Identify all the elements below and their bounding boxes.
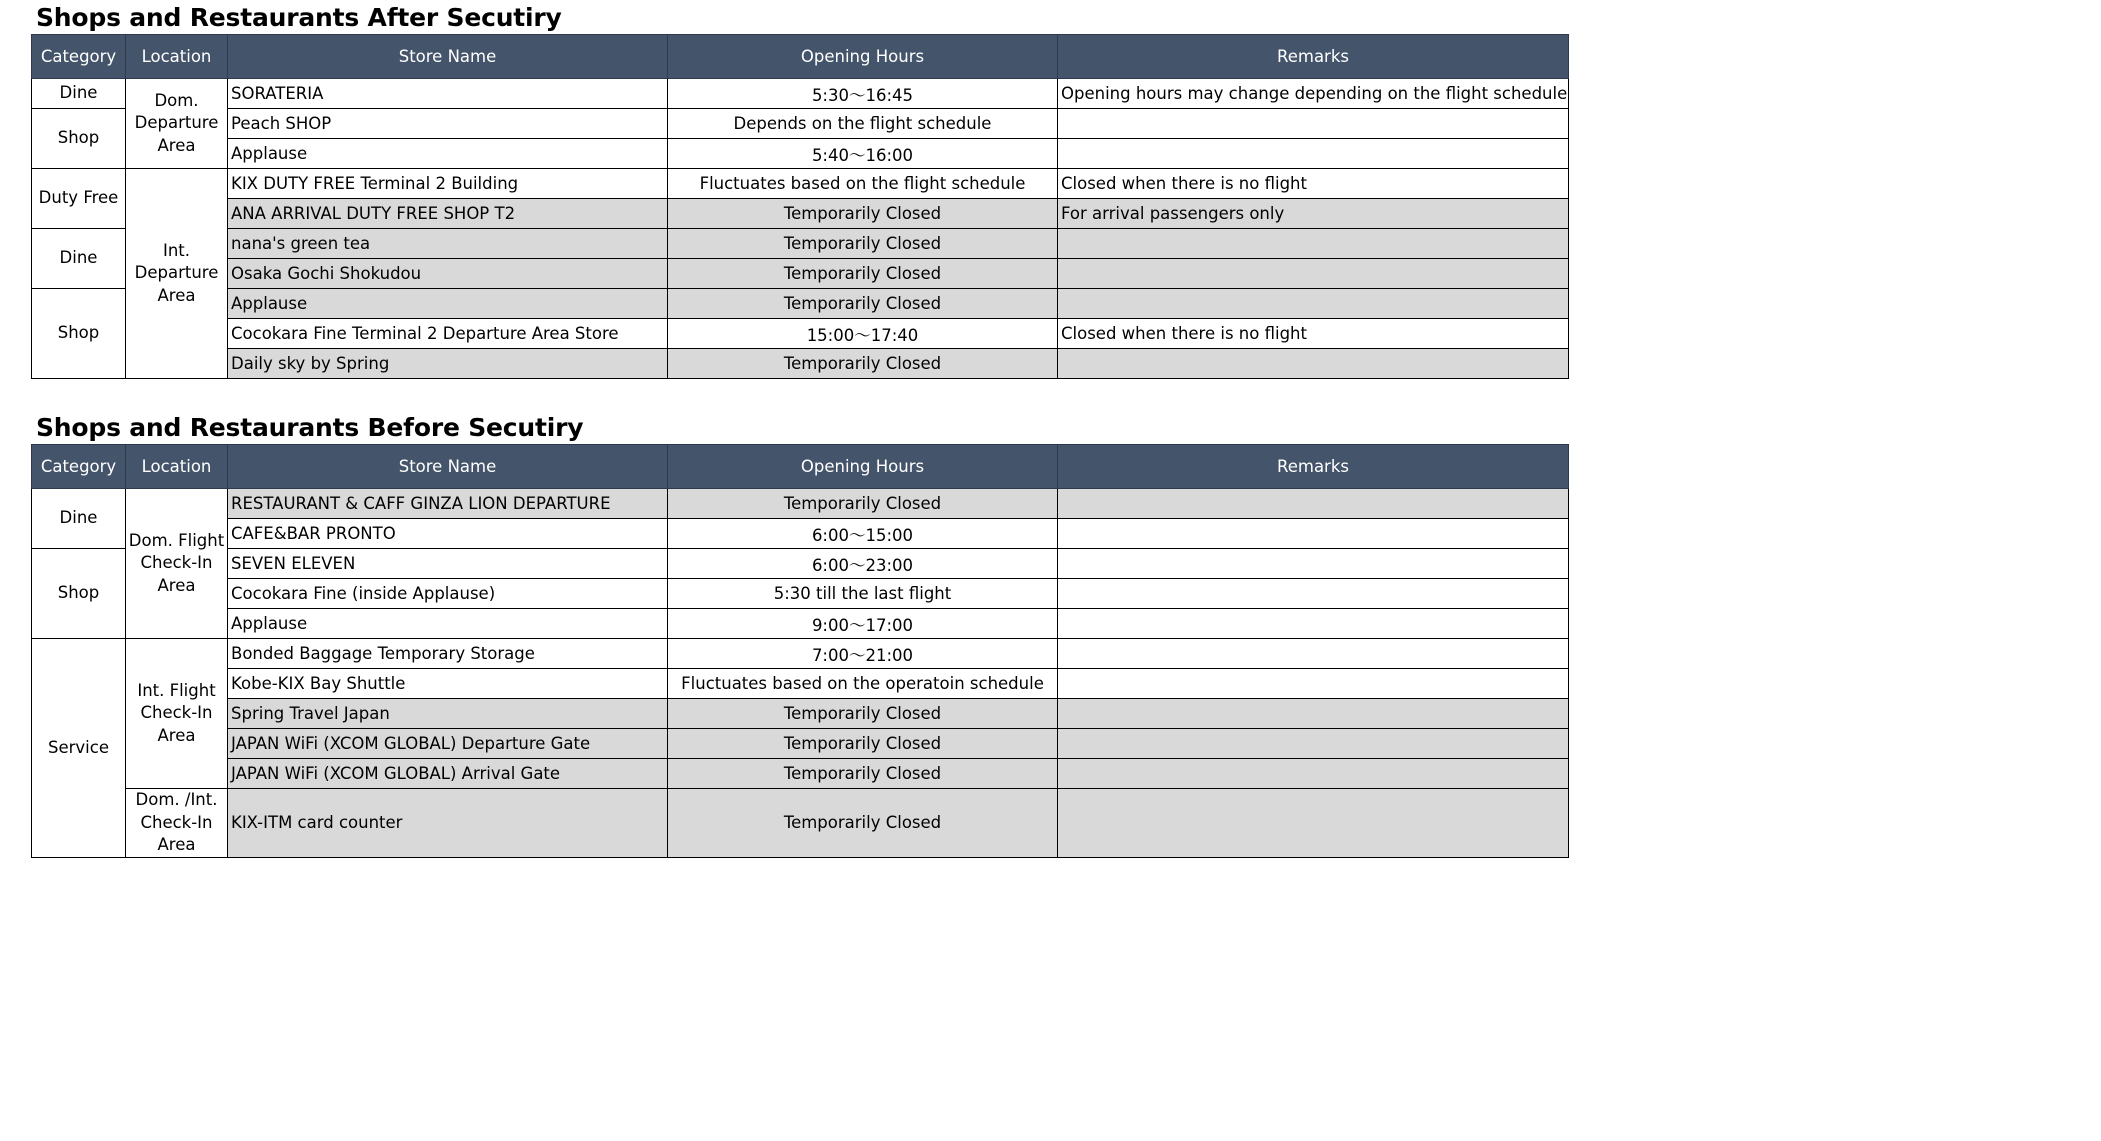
- remarks: [1058, 259, 1569, 289]
- section-title-after-security: Shops and Restaurants After Secutiry: [36, 3, 562, 32]
- header-category: Category: [32, 35, 126, 79]
- opening-hours: Temporarily Closed: [668, 349, 1058, 379]
- remarks: [1058, 579, 1569, 609]
- header-remarks: Remarks: [1058, 445, 1569, 489]
- category-cell: Dine: [32, 79, 126, 109]
- store-name: KIX DUTY FREE Terminal 2 Building: [228, 169, 668, 199]
- remarks: [1058, 349, 1569, 379]
- store-name: nana's green tea: [228, 229, 668, 259]
- opening-hours: 6:00〜23:00: [668, 549, 1058, 579]
- remarks: [1058, 289, 1569, 319]
- remarks: [1058, 139, 1569, 169]
- remarks: [1058, 229, 1569, 259]
- opening-hours: Depends on the flight schedule: [668, 109, 1058, 139]
- category-cell: Dine: [32, 489, 126, 549]
- header-location: Location: [126, 445, 228, 489]
- store-name: Spring Travel Japan: [228, 699, 668, 729]
- location-cell: Int. Flight Check-In Area: [126, 639, 228, 789]
- store-name: Osaka Gochi Shokudou: [228, 259, 668, 289]
- header-opening-hours: Opening Hours: [668, 35, 1058, 79]
- table-row: [32, 319, 1569, 349]
- remarks: For arrival passengers only: [1058, 199, 1569, 229]
- store-name: SORATERIA: [228, 79, 668, 109]
- remarks: Closed when there is no flight: [1058, 319, 1569, 349]
- store-name: ANA ARRIVAL DUTY FREE SHOP T2: [228, 199, 668, 229]
- opening-hours: 9:00〜17:00: [668, 609, 1058, 639]
- opening-hours: Temporarily Closed: [668, 789, 1058, 858]
- table-row: [32, 79, 1569, 109]
- remarks: [1058, 729, 1569, 759]
- store-name: RESTAURANT & CAFF GINZA LION DEPARTURE: [228, 489, 668, 519]
- header-row: [32, 35, 1569, 79]
- store-name: Applause: [228, 139, 668, 169]
- opening-hours: 15:00〜17:40: [668, 319, 1058, 349]
- opening-hours: Temporarily Closed: [668, 199, 1058, 229]
- opening-hours: 5:40〜16:00: [668, 139, 1058, 169]
- remarks: [1058, 759, 1569, 789]
- header-store-name: Store Name: [228, 35, 668, 79]
- header-row: [32, 445, 1569, 489]
- store-name: Applause: [228, 609, 668, 639]
- table-row: [32, 199, 1569, 229]
- store-name: Cocokara Fine (inside Applause): [228, 579, 668, 609]
- header-store-name: Store Name: [228, 445, 668, 489]
- table-row: [32, 489, 1569, 519]
- table-row: [32, 349, 1569, 379]
- table-row: [32, 289, 1569, 319]
- remarks: Opening hours may change depending on the flight schedule: [1058, 79, 1569, 109]
- table-row: [32, 229, 1569, 259]
- store-name: Peach SHOP: [228, 109, 668, 139]
- remarks: Closed when there is no flight: [1058, 169, 1569, 199]
- table-row: [32, 669, 1569, 699]
- remarks: [1058, 549, 1569, 579]
- opening-hours: Temporarily Closed: [668, 259, 1058, 289]
- opening-hours: Temporarily Closed: [668, 229, 1058, 259]
- remarks: [1058, 669, 1569, 699]
- table-row: [32, 549, 1569, 579]
- category-cell: Duty Free: [32, 169, 126, 229]
- opening-hours: 6:00〜15:00: [668, 519, 1058, 549]
- opening-hours: Temporarily Closed: [668, 759, 1058, 789]
- category-cell: Dine: [32, 229, 126, 289]
- opening-hours: Temporarily Closed: [668, 699, 1058, 729]
- remarks: [1058, 609, 1569, 639]
- table-row: [32, 759, 1569, 789]
- header-category: Category: [32, 445, 126, 489]
- table-row: [32, 259, 1569, 289]
- location-cell: Dom. Departure Area: [126, 79, 228, 169]
- opening-hours: Fluctuates based on the operatoin schedule: [668, 669, 1058, 699]
- opening-hours: Temporarily Closed: [668, 729, 1058, 759]
- store-name: JAPAN WiFi (XCOM GLOBAL) Departure Gate: [228, 729, 668, 759]
- store-name: JAPAN WiFi (XCOM GLOBAL) Arrival Gate: [228, 759, 668, 789]
- opening-hours: Fluctuates based on the flight schedule: [668, 169, 1058, 199]
- opening-hours: 7:00〜21:00: [668, 639, 1058, 669]
- opening-hours: Temporarily Closed: [668, 489, 1058, 519]
- category-cell: Shop: [32, 109, 126, 169]
- remarks: [1058, 699, 1569, 729]
- opening-hours: Temporarily Closed: [668, 289, 1058, 319]
- store-name: KIX-ITM card counter: [228, 789, 668, 858]
- store-name: SEVEN ELEVEN: [228, 549, 668, 579]
- store-name: Applause: [228, 289, 668, 319]
- section-title-before-security: Shops and Restaurants Before Secutiry: [36, 413, 584, 442]
- store-name: Daily sky by Spring: [228, 349, 668, 379]
- header-opening-hours: Opening Hours: [668, 445, 1058, 489]
- category-cell: Shop: [32, 549, 126, 639]
- table-row: [32, 639, 1569, 669]
- opening-hours: 5:30〜16:45: [668, 79, 1058, 109]
- table-row: [32, 609, 1569, 639]
- table-row: [32, 519, 1569, 549]
- table-row: [32, 579, 1569, 609]
- store-name: Cocokara Fine Terminal 2 Departure Area Store: [228, 319, 668, 349]
- table-row: [32, 729, 1569, 759]
- remarks: [1058, 489, 1569, 519]
- store-name: Bonded Baggage Temporary Storage: [228, 639, 668, 669]
- header-location: Location: [126, 35, 228, 79]
- store-name: Kobe-KIX Bay Shuttle: [228, 669, 668, 699]
- table-row: [32, 109, 1569, 139]
- remarks: [1058, 639, 1569, 669]
- location-cell: Int. Departure Area: [126, 169, 228, 379]
- remarks: [1058, 109, 1569, 139]
- table-row: [32, 169, 1569, 199]
- category-cell: Service: [32, 639, 126, 858]
- store-name: CAFE&BAR PRONTO: [228, 519, 668, 549]
- remarks: [1058, 789, 1569, 858]
- table-row: [32, 789, 1569, 858]
- category-cell: Shop: [32, 289, 126, 379]
- header-remarks: Remarks: [1058, 35, 1569, 79]
- table-row: [32, 699, 1569, 729]
- opening-hours: 5:30 till the last flight: [668, 579, 1058, 609]
- table-row: [32, 139, 1569, 169]
- location-cell: Dom. /Int. Check-In Area: [126, 789, 228, 858]
- location-cell: Dom. Flight Check-In Area: [126, 489, 228, 639]
- before-security-table: [31, 444, 1569, 858]
- after-security-table: [31, 34, 1569, 379]
- remarks: [1058, 519, 1569, 549]
